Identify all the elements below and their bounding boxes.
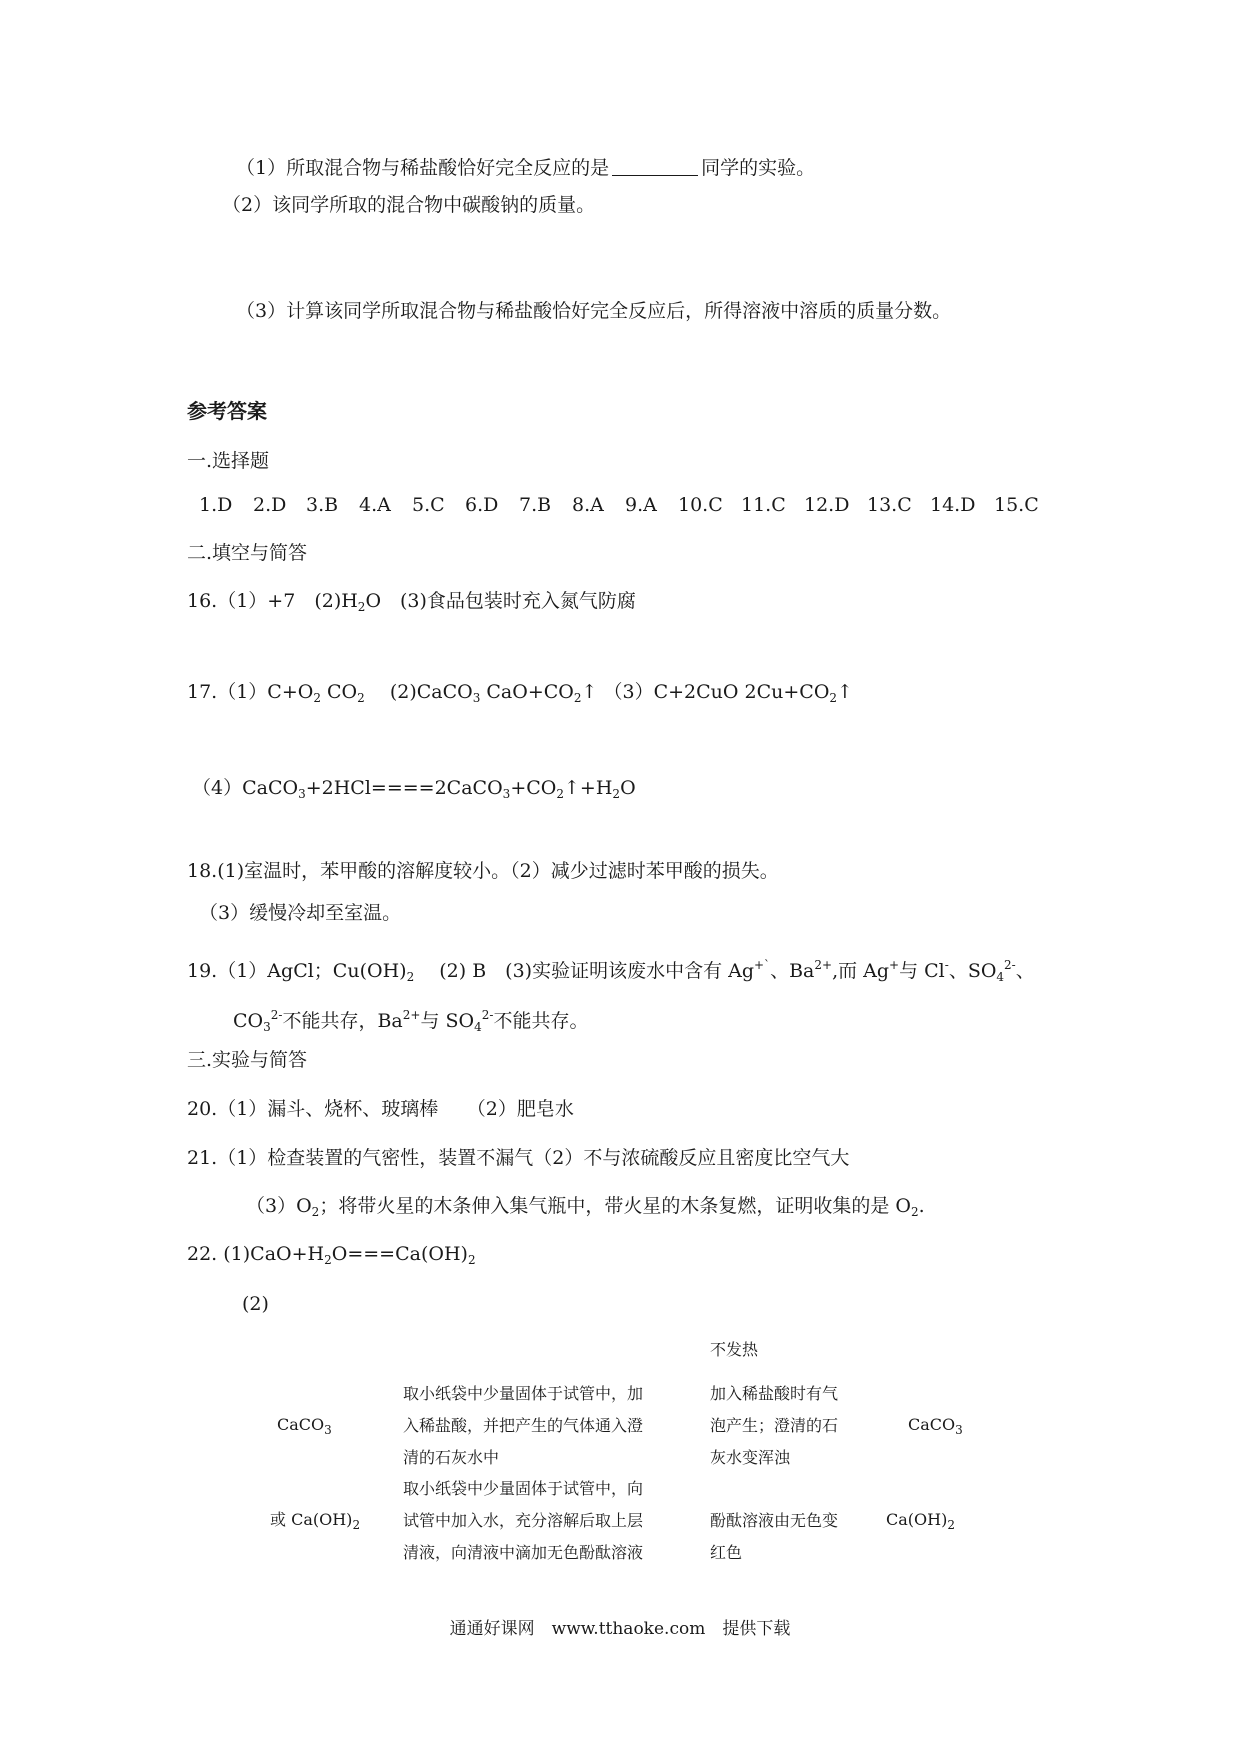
answer-16: 16.（1）+7 $(2)H_2O$ (3)食品包装时充入氮气防腐: [187, 590, 636, 614]
choice-3: 3.B: [306, 494, 339, 516]
choice-9: 9.A: [625, 494, 657, 516]
answer-22-part2: (2): [242, 1293, 269, 1315]
row1-observation-3: 灰水变浑浊: [710, 1448, 791, 1467]
section-choice: 一.选择题: [187, 450, 270, 472]
choice-5: 5.C: [412, 494, 445, 516]
row2-observation-2: 红色: [710, 1543, 743, 1562]
question-1: （1）所取混合物与稀盐酸恰好完全反应的是 同学的实验。: [236, 157, 816, 179]
row2-procedure-2: 试管中加入水，充分溶解后取上层: [403, 1511, 644, 1530]
choice-7: 7.B: [519, 494, 552, 516]
row1-substance: CaCO$_3$: [277, 1415, 332, 1437]
choice-12: 12.D: [804, 494, 850, 516]
answer-21-line2: $(3)O_2$；将带火星的木条伸入集气瓶中，带火星的木条复燃，证明收集的是 $O_2$.: [246, 1195, 925, 1219]
answer-18-line1: 18.(1)室温时，苯甲酸的溶解度较小。（2）减少过滤时苯甲酸的损失。: [187, 860, 779, 882]
answer-20: 20.（1）漏斗、烧杯、玻璃棒 （2）肥皂水: [187, 1098, 574, 1120]
choice-4: 4.A: [359, 494, 391, 516]
choice-15: 15.C: [994, 494, 1039, 516]
table-note: 不发热: [710, 1340, 759, 1359]
answer-blank: [612, 157, 698, 176]
answer-21-line1: 21.（1）检查装置的气密性，装置不漏气（2）不与浓硫酸反应且密度比空气大: [187, 1147, 850, 1169]
answer-19-line1: 19.（1）AgCl；$Cu(OH)_2$ (2) B (3)实验证明该废水中含有 Ag+`、$Ba^{2+}$,而 Ag+与 Cl-、$SO_4^{2-}$、: [187, 958, 1035, 984]
choice-6: 6.D: [465, 494, 499, 516]
row2-substance: 或 $Ca(OH)_2$: [270, 1510, 361, 1532]
choice-13: 13.C: [867, 494, 912, 516]
choice-2: 2.D: [253, 494, 287, 516]
answer-17: $17.(1)C+O_2$ $CO_2$ (2)CaCO$_3$ $CaO+CO_2↑$ （3）C+2CuO $2Cu+CO_2↑$: [187, 681, 853, 705]
choice-11: 11.C: [741, 494, 786, 516]
answer-17-4: $(4)CaCO_3+2HCl====2CaCO_3+CO_2↑+H_2O$: [192, 777, 636, 801]
row2-conclusion: $Ca(OH)_2$: [886, 1510, 955, 1532]
choice-10: 10.C: [678, 494, 723, 516]
answers-title: 参考答案: [187, 399, 267, 423]
page-footer: 通通好课网 www.tthaoke.com 提供下载: [449, 1619, 791, 1639]
answer-22-line1: 22. $(1)CaO+H_2O===Ca(OH)_2$: [187, 1243, 476, 1267]
row1-procedure-3: 清的石灰水中: [403, 1448, 500, 1467]
row2-procedure-3: 清液，向清液中滴加无色酚酞溶液: [403, 1543, 644, 1562]
answer-19-line2: $CO_3^{2-}$不能共存，$Ba^{2+}$与 $SO_4^{2-}$不能共存。: [233, 1008, 589, 1034]
row2-observation-1: 酚酞溶液由无色变: [710, 1511, 839, 1530]
section-fill: 二.填空与简答: [187, 542, 308, 564]
choice-8: 8.A: [572, 494, 604, 516]
question-3: （3）计算该同学所取混合物与稀盐酸恰好完全反应后，所得溶液中溶质的质量分数。: [236, 300, 952, 322]
row1-observation-1: 加入稀盐酸时有气: [710, 1384, 839, 1403]
choice-1: 1.D: [199, 494, 233, 516]
row1-observation-2: 泡产生；澄清的石: [710, 1416, 839, 1435]
section-experiment: 三.实验与简答: [187, 1049, 308, 1071]
row2-procedure-1: 取小纸袋中少量固体于试管中，向: [403, 1479, 644, 1498]
choice-14: 14.D: [930, 494, 976, 516]
answer-18-line2: （3）缓慢冷却至室温。: [199, 902, 402, 924]
row1-procedure-2: 入稀盐酸，并把产生的气体通入澄: [403, 1416, 644, 1435]
row1-conclusion: CaCO$_3$: [908, 1415, 963, 1437]
row1-procedure-1: 取小纸袋中少量固体于试管中，加: [403, 1384, 644, 1403]
question-2: （2）该同学所取的混合物中碳酸钠的质量。: [222, 194, 596, 216]
